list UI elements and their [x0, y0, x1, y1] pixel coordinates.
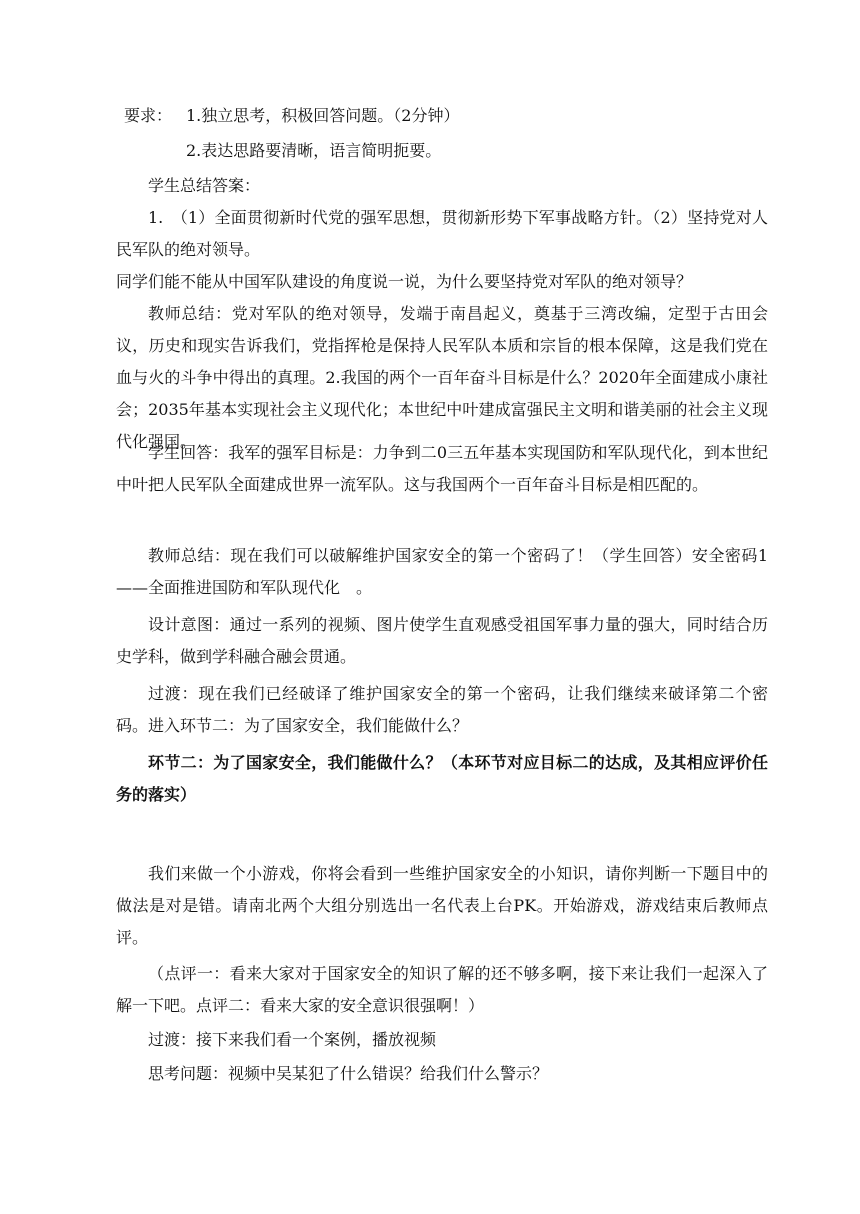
requirement-item-2: 2.表达思路要清晰，语言简明扼要。	[186, 141, 442, 160]
teacher-summary-2: 教师总结：现在我们可以破解维护国家安全的第一个密码了！（学生回答）安全密码1——全面推进国防和军队现代化 。	[116, 546, 768, 597]
question-prompt: 同学们能不能从中国军队建设的角度说一说，为什么要坚持党对军队的绝对领导？	[116, 272, 693, 291]
teacher-comments: （点评一：看来大家对于国家安全的知识了解的还不够多啊，接下来让我们一起深入了解一下吧。点评二：看来大家的安全意识很强啊！）	[116, 964, 768, 1015]
transition-2: 过渡：接下来我们看一个案例，播放视频	[148, 1030, 437, 1049]
think-question: 思考问题：视频中吴某犯了什么错误？给我们什么警示？	[148, 1064, 549, 1083]
answer-1: 1. （1）全面贯彻新时代党的强军思想，贯彻新形势下军事战略方针。（2）坚持党对人民军队的绝对领导。	[116, 208, 768, 259]
teacher-summary-1: 教师总结：党对军队的绝对领导，发端于南昌起义，奠基于三湾改编，定型于古田会议，历史和现实告诉我们，党指挥枪是保持人民军队本质和宗旨的根本保障，这是我们党在血与火的斗争中得出的真理。2.我国的两个一百年奋斗目标是什么？2020年全面建成小康社会；2035年基本实现社会主义现代化；本世纪中叶建成富强民主文明和谐美丽的社会主义现代化强国。	[116, 304, 768, 451]
student-summary-label: 学生总结答案：	[148, 176, 261, 195]
game-intro: 我们来做一个小游戏，你将会看到一些维护国家安全的小知识，请你判断一下题目中的做法是对是错。请南北两个大组分别选出一名代表上台PK。开始游戏，游戏结束后教师点评。	[116, 864, 768, 947]
student-answer: 学生回答：我军的强军目标是：力争到二0三五年基本实现国防和军队现代化，到本世纪中叶把人民军队全面建成世界一流军队。这与我国两个一百年奋斗目标是相匹配的。	[116, 443, 768, 494]
requirements-label: 要求：	[124, 106, 173, 125]
section-2-heading: 环节二：为了国家安全，我们能做什么？（本环节对应目标二的达成，及其相应评价任务的落实）	[116, 753, 768, 804]
requirement-item-1: 1.独立思考，积极回答问题。（2分钟）	[186, 106, 460, 125]
design-intent: 设计意图：通过一系列的视频、图片使学生直观感受祖国军事力量的强大，同时结合历史学科，做到学科融合融会贯通。	[116, 615, 768, 666]
transition-1: 过渡：现在我们已经破译了维护国家安全的第一个密码，让我们继续来破译第二个密码。进入环节二：为了国家安全，我们能做什么？	[116, 684, 768, 735]
